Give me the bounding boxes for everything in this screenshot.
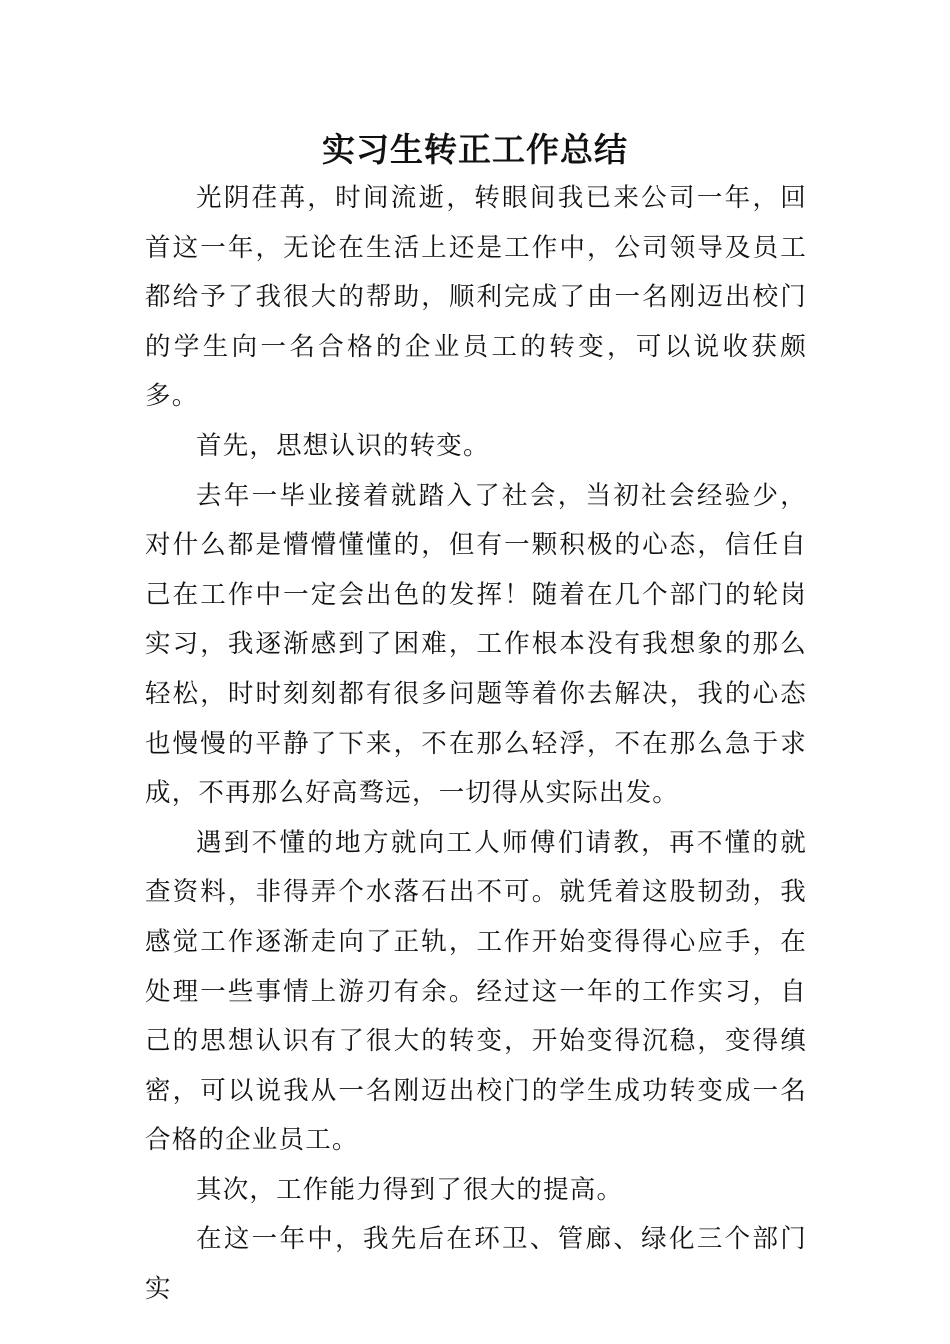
paragraph-intro: 光阴荏苒，时间流逝，转眼间我已来公司一年，回首这一年，无论在生活上还是工作中，公司领导及员工都给予了我很大的帮助，顺利完成了由一名刚迈出校门的学生向一名合格的企业员工的转变，可以说收获颇多。 xyxy=(145,183,807,412)
paragraph-learning: 遇到不懂的地方就向工人师傅们请教，再不懂的就查资料，非得弄个水落石出不可。就凭着这股韧劲，我感觉工作逐渐走向了正轨，工作开始变得得心应手，在处理一些事情上游刃有余。经过这一年的工作实习，自己的思想认识有了很大的转变，开始变得沉稳，变得缜密，可以说我从一名刚迈出校门的学生成功转变成一名合格的企业员工。 xyxy=(145,827,807,1156)
paragraph-departments: 在这一年中，我先后在环卫、管廊、绿化三个部门实 xyxy=(145,1224,807,1305)
paragraph-heading-second: 其次，工作能力得到了很大的提高。 xyxy=(196,1174,624,1205)
paragraph-heading-first: 首先，思想认识的转变。 xyxy=(196,430,490,461)
document-body xyxy=(145,174,807,1315)
document-title: 实习生转正工作总结 xyxy=(322,130,628,169)
paragraph-mindset: 去年一毕业接着就踏入了社会，当初社会经验少，对什么都是懵懵懂懂的，但有一颗积极的心态，信任自己在工作中一定会出色的发挥！随着在几个部门的轮岗实习，我逐渐感到了困难，工作根本没有我想象的那么轻松，时时刻刻都有很多问题等着你去解决，我的心态也慢慢的平静了下来，不在那么轻浮，不在那么急于求成，不再那么好高骛远，一切得从实际出发。 xyxy=(145,480,807,809)
